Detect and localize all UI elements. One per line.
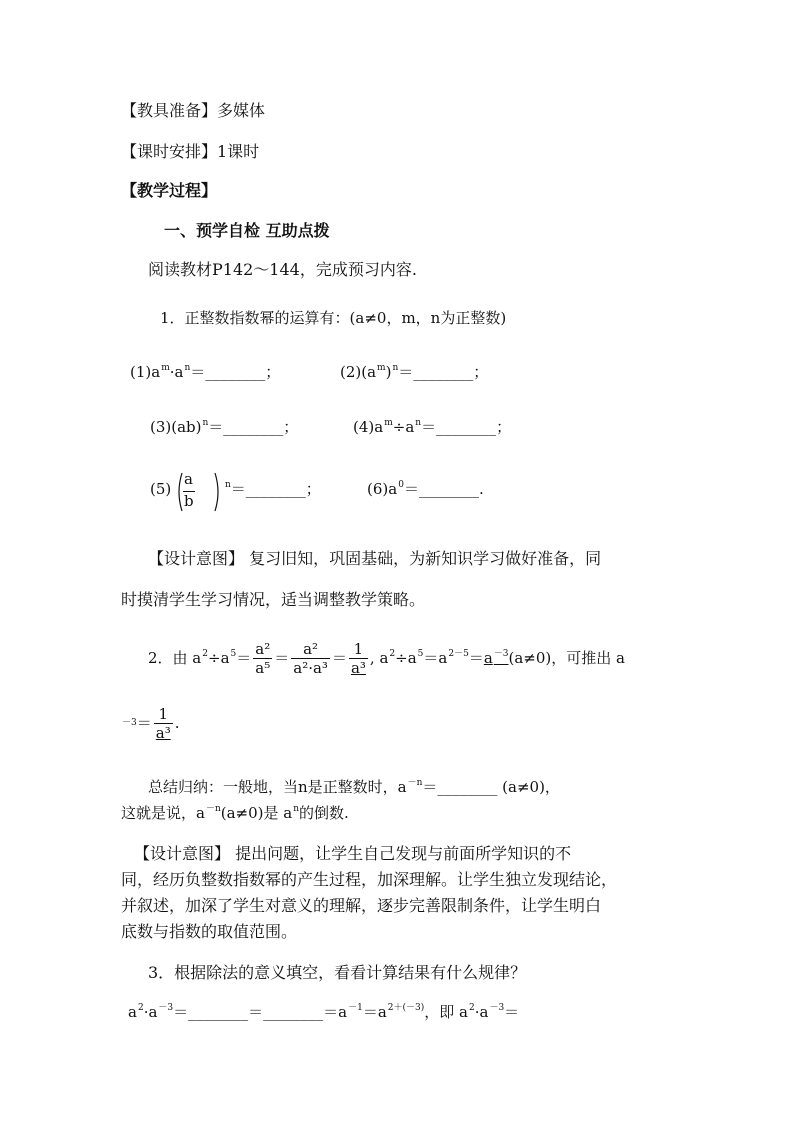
q2-eq2: ＝ [274,649,290,667]
question-1: 1．正整数指数幂的运算有：(a≠0，m，n为正整数) [160,309,507,327]
q2-exp2b: 2 [389,649,396,659]
q2-exp2: 2 [202,649,208,659]
q2-underlined-answer [484,649,509,667]
q2-conclude: (a≠0)，可推出 a [508,649,625,667]
q2-fa-den: a⁵ [255,659,271,677]
f4-base: (4)a [353,418,384,436]
design-intent-2-line4: 底数与指数的取值范围。 [121,922,298,941]
design-intent-2-line3: 并叙述，加深了学生对意义的理解，逐步完善限制条件，让学生明白 [121,896,602,915]
q2-eq-a: ＝a [423,649,448,667]
f2-exp-n: n [392,363,399,373]
q2-fb-num: a² [303,640,319,658]
q3-d: ＝a [362,1003,387,1021]
question-2-line1 [148,640,625,690]
q3-e3: －1 [348,1003,363,1013]
q2-eq4: ＝ [468,649,484,667]
q2-fc-num: 1 [353,640,364,658]
summary-exp: －n [407,778,423,788]
question-2-line2 [121,705,180,749]
f2-blank: ＝________； [398,363,489,381]
summary-text-b: ＝________ (a≠0)， [422,778,560,796]
f5-blank: ＝________； [230,480,321,498]
formula-6 [367,482,484,497]
q3-e4: 2＋(－3) [387,1003,425,1013]
q3-e6: －3 [489,1003,505,1013]
f5-paren-right [214,472,222,512]
question-3: 3．根据除法的意义填空，看看计算结果有什么规律？ [148,963,527,982]
prep-line: 【教具准备】多媒体 [121,101,266,120]
f4-blank: ＝________； [421,418,512,436]
f5-paren-left [175,472,183,512]
formula-4 [353,420,511,435]
f2-close: ) [385,363,392,381]
f5-denominator: b [184,492,194,510]
summary-text-a: 总结归纳：一般地，当n是正整数时，a [148,778,407,796]
q3-g: ＝ [504,1003,520,1021]
formula-1 [130,365,280,380]
f1-exp-n: n [184,363,191,373]
f4-op: ÷a [392,418,415,436]
q3-c: ＝________＝________＝a [173,1003,348,1021]
q2-exp5b: 5 [417,649,424,659]
q2-exp-2-5: 2－5 [448,649,469,659]
f5-tail [224,482,321,497]
f6-blank: ＝________. [403,480,484,498]
summary2-text-b: (a≠0)是 a [220,804,293,822]
q2-fraction-c [349,640,368,677]
summary-line1 [148,780,560,795]
q3-b: ·a [143,1003,158,1021]
formula-3 [150,420,298,435]
q3-e2: －3 [158,1003,174,1013]
f6-base: (6)a [367,480,398,498]
formula-2 [340,365,488,380]
q2-fraction-b [291,640,330,677]
f5-exp-n: n [225,480,231,490]
design-intent-1-line2: 时摸清学生学习情况，适当调整教学策略。 [121,590,426,609]
summary-line2 [121,806,349,821]
summary2-exp2: n [293,804,300,814]
f4-exp-m: m [384,418,393,428]
q2-div: ÷a [208,649,230,667]
q2-eq3: ＝ [331,649,347,667]
f2-exp-m: m [377,363,386,373]
f4-exp-n: n [415,418,422,428]
q3-e1: 2 [137,1003,144,1013]
f1-op: ·a [169,363,184,381]
question-3-formula [128,1005,519,1020]
process-heading: 【教学过程】 [121,181,218,200]
q2-div2: ÷a [395,649,417,667]
q2-l2-eq: ＝ [136,714,152,732]
f3-exp-n: n [202,418,209,428]
f1-exp-m: m [161,363,170,373]
q2-l2-fraction [154,705,173,742]
f5-numerator: a [184,470,193,488]
q2-eq1: ＝ [236,649,252,667]
q2-fa-num: a² [255,640,271,658]
f2-base: (2)(a [340,363,377,381]
q3-a: a [128,1003,137,1021]
q3-e5: 2 [468,1003,475,1013]
design-intent-2-line1: 【设计意图】 提出问题，让学生自己发现与前面所学知识的不 [134,844,572,863]
schedule-line: 【课时安排】1课时 [121,142,260,161]
q2-fc-den: a³ [350,659,366,677]
q2-l2-end: . [174,714,180,732]
f1-blank: ＝________； [190,363,281,381]
summary2-exp: －n [205,804,221,814]
read-line: 阅读教材P142～144，完成预习内容. [148,260,417,279]
q2-rest [370,651,625,666]
q2-start [148,651,251,666]
q2-l2-den: a³ [155,724,171,742]
f3-blank: ＝________； [208,418,299,436]
q2-fraction-a [253,640,272,677]
section-heading: 一、预学自检 互助点拨 [164,221,330,240]
design-intent-1-line1: 【设计意图】 复习旧知，巩固基础，为新知识学习做好准备，同 [148,549,602,568]
f6-exp: 0 [398,480,404,490]
f5-label: (5) [150,480,172,498]
q2-exp5: 5 [230,649,237,659]
f3-base: (3)(ab) [150,418,202,436]
f1-base: (1)a [130,363,161,381]
design-intent-2-line2: 同，经历负整数指数幂的产生过程，加深理解。让学生独立发现结论， [121,870,618,889]
q2-lead: 2．由 a [148,649,202,667]
q3-f: ·a [474,1003,489,1021]
q2-ans-exp: －3 [493,649,509,659]
summary2-text-a: 这就是说，a [121,804,205,822]
q2-l2-exp: －3 [122,718,137,728]
q3-e: ，即 a [424,1003,468,1021]
q2-fb-den: a²·a³ [293,659,328,677]
q2-l2-num: 1 [158,705,168,723]
q2-comma: , a [369,649,389,667]
summary2-text-c: 的倒数. [299,804,349,822]
q2-ans-base: a [483,649,493,667]
